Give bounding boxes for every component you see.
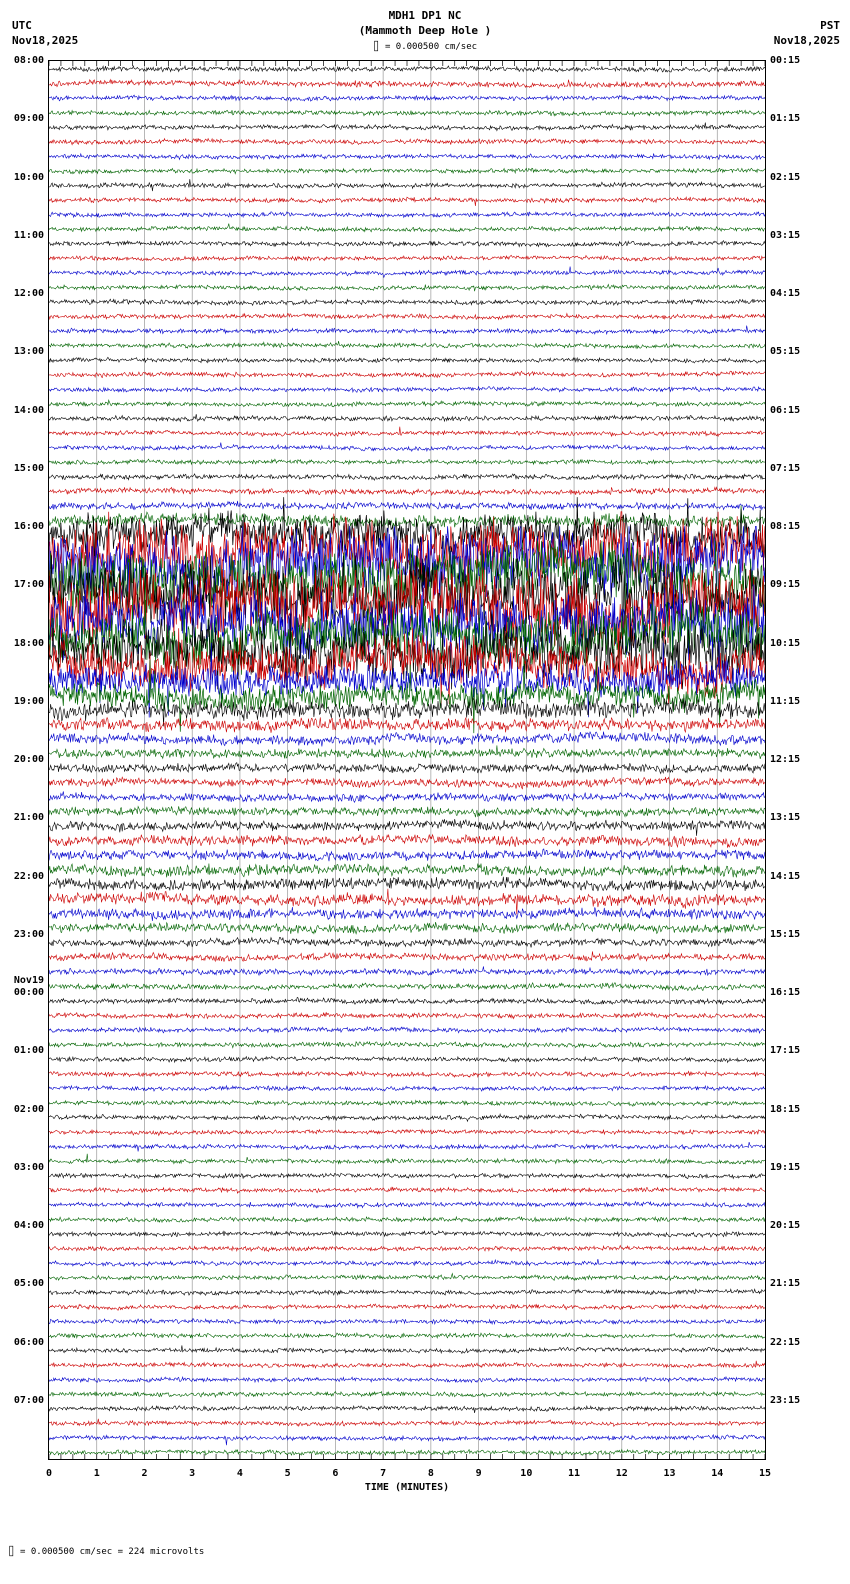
seismic-trace	[49, 168, 765, 174]
seismic-trace	[49, 1377, 765, 1383]
seismic-trace	[49, 1246, 765, 1252]
x-tick-label: 6	[332, 1468, 339, 1479]
time-label: 07:15	[770, 462, 801, 474]
seismic-trace	[49, 1217, 765, 1222]
time-label: 22:15	[770, 1336, 801, 1348]
time-label: 16:15	[770, 987, 801, 998]
seismic-trace	[49, 1304, 765, 1310]
seismic-trace	[49, 299, 765, 305]
x-tick-label: 0	[45, 1468, 53, 1479]
seismic-trace	[49, 224, 765, 232]
seismic-trace	[49, 849, 765, 861]
seismic-trace	[49, 1100, 765, 1106]
seismic-trace	[49, 889, 765, 915]
time-label: 12:00	[13, 288, 44, 299]
seismic-trace	[49, 819, 765, 836]
x-axis-title: TIME (MINUTES)	[364, 1482, 450, 1493]
time-label: 19:00	[13, 695, 44, 707]
time-label: 22:00	[13, 870, 44, 882]
time-label: 18:15	[770, 1103, 801, 1115]
x-tick-label: 10	[520, 1468, 533, 1479]
seismic-trace	[49, 732, 765, 747]
time-label: 02:15	[770, 171, 801, 183]
seismic-trace	[49, 110, 765, 116]
seismic-trace	[49, 1130, 765, 1136]
time-label: 20:00	[13, 754, 44, 765]
seismic-trace	[49, 313, 765, 319]
seismic-trace	[49, 907, 765, 921]
seismic-trace	[49, 179, 765, 191]
seismic-trace	[49, 371, 765, 378]
station-name: (Mammoth Deep Hole )	[358, 24, 492, 37]
time-label: 06:00	[13, 1336, 44, 1348]
x-tick-label: 9	[475, 1468, 482, 1479]
seismic-trace	[49, 1231, 765, 1237]
x-tick-label: 11	[568, 1468, 581, 1479]
seismic-trace	[49, 1042, 765, 1048]
seismic-trace	[49, 197, 765, 206]
pst-time-axis	[768, 55, 848, 1460]
seismic-trace	[49, 717, 765, 732]
seismic-trace	[49, 212, 765, 218]
x-tick-label: 1	[93, 1468, 100, 1479]
seismic-trace	[49, 1154, 765, 1164]
time-label: 19:15	[770, 1161, 801, 1173]
seismic-trace	[49, 745, 765, 759]
time-label: 05:00	[13, 1278, 44, 1290]
time-label: 13:00	[13, 346, 44, 358]
seismic-trace	[49, 922, 765, 934]
seismic-trace	[49, 1114, 765, 1121]
seismic-trace	[49, 1259, 765, 1266]
scale-legend-text: = 0.000500 cm/sec	[384, 42, 478, 52]
utc-label: UTC	[12, 19, 32, 32]
x-tick-label: 5	[284, 1468, 291, 1479]
time-label: 04:00	[13, 1220, 44, 1231]
seismic-trace	[49, 1027, 765, 1033]
time-label: 10:15	[770, 637, 801, 649]
x-tick-label: 2	[141, 1468, 148, 1479]
time-label: 13:15	[770, 812, 801, 824]
seismic-trace	[49, 1289, 765, 1295]
seismic-trace	[49, 267, 765, 278]
seismic-trace	[49, 501, 765, 510]
helicorder-plot	[48, 60, 766, 1460]
scale-bar-icon: ⌷	[372, 40, 380, 53]
seismic-trace	[49, 806, 765, 817]
seismic-trace	[49, 983, 765, 991]
time-label: 12:15	[770, 754, 801, 765]
seismic-trace	[49, 386, 765, 392]
time-label: 07:00	[13, 1394, 44, 1406]
time-label: 03:00	[13, 1161, 44, 1173]
header-right-timezone-block	[774, 18, 840, 48]
chart-header	[0, 0, 850, 52]
seismic-trace	[49, 835, 765, 848]
seismic-trace	[49, 1333, 765, 1339]
time-label: 21:15	[770, 1278, 801, 1290]
seismic-trace	[49, 459, 765, 465]
time-label: 23:15	[770, 1394, 801, 1406]
seismic-trace	[49, 1071, 765, 1077]
seismic-trace	[49, 80, 765, 89]
header-title-block	[0, 8, 850, 38]
x-tick-label: 4	[236, 1468, 243, 1479]
seismic-trace	[49, 284, 765, 291]
time-label: 23:00	[13, 928, 44, 940]
seismic-trace	[49, 1319, 765, 1325]
utc-time-axis	[0, 55, 48, 1460]
seismic-trace	[49, 877, 765, 891]
seismic-trace	[49, 154, 765, 160]
seismic-trace	[49, 414, 765, 421]
time-label: 09:00	[13, 113, 44, 125]
seismic-trace	[49, 1012, 765, 1018]
seismic-trace	[49, 966, 765, 975]
time-label: 03:15	[770, 229, 801, 241]
seismic-trace	[49, 95, 765, 101]
seismic-trace	[49, 487, 765, 495]
time-label: 09:15	[770, 579, 801, 591]
time-label: 10:00	[13, 171, 44, 183]
seismic-trace	[49, 1173, 765, 1178]
seismic-trace	[49, 341, 765, 348]
x-tick-label: 3	[189, 1468, 196, 1479]
seismic-trace	[49, 1056, 765, 1062]
footer-scale-bar-icon: ⌷	[8, 1545, 15, 1558]
time-label: 20:15	[770, 1220, 801, 1231]
seismic-trace	[49, 1406, 765, 1413]
time-label: 18:00	[13, 637, 44, 649]
time-label: 11:15	[770, 695, 801, 707]
seismic-trace	[49, 951, 765, 961]
seismic-trace	[49, 427, 765, 437]
time-label: 01:00	[13, 1045, 44, 1057]
time-label: 08:00	[13, 55, 44, 66]
pst-label: PST	[820, 19, 840, 32]
time-label: 17:15	[770, 1045, 801, 1057]
seismic-trace	[49, 1392, 765, 1397]
seismic-trace	[49, 763, 765, 774]
seismic-trace	[49, 400, 765, 407]
footer-scale-text: = 0.000500 cm/sec = 224 microvolts	[20, 1547, 205, 1557]
time-label: 01:15	[770, 113, 801, 125]
time-label: 02:00	[13, 1103, 44, 1115]
pst-date: Nov18,2025	[773, 34, 840, 47]
seismic-trace	[49, 1142, 765, 1151]
seismic-trace	[49, 1435, 765, 1445]
seismic-trace	[49, 1086, 765, 1091]
station-code: MDH1 DP1 NC	[388, 9, 462, 22]
time-label: 14:15	[770, 870, 801, 882]
utc-date: Nov18,2025	[12, 34, 79, 47]
seismic-trace	[49, 123, 765, 131]
time-label: 11:00	[13, 229, 44, 241]
seismic-trace	[49, 1345, 765, 1353]
time-label: 08:15	[770, 521, 801, 532]
time-label: 04:15	[770, 288, 801, 299]
seismic-trace	[49, 66, 765, 72]
time-label: 21:00	[13, 812, 44, 824]
seismic-trace	[49, 357, 765, 363]
seismic-trace	[49, 937, 765, 947]
x-tick-label: 13	[663, 1468, 676, 1479]
x-tick-label: 7	[380, 1468, 387, 1479]
seismic-trace	[49, 138, 765, 144]
seismic-trace	[49, 791, 765, 802]
x-tick-label: 15	[758, 1468, 772, 1479]
seismic-trace	[49, 1419, 765, 1427]
seismic-trace	[49, 777, 765, 789]
seismic-trace	[49, 474, 765, 480]
time-label: 05:15	[770, 346, 801, 358]
time-label: 17:00	[13, 579, 44, 591]
x-tick-label: 14	[711, 1468, 724, 1479]
x-tick-label: 12	[615, 1468, 628, 1479]
time-label: Nov19	[13, 975, 44, 987]
x-tick-label: 8	[427, 1468, 434, 1479]
time-label: 16:00	[13, 521, 44, 532]
seismic-trace	[49, 326, 765, 335]
time-label: 00:00	[13, 987, 44, 998]
seismic-trace	[49, 1202, 765, 1208]
seismic-trace	[49, 443, 765, 452]
seismic-trace	[49, 241, 765, 247]
time-label: 00:15	[770, 55, 801, 66]
seismic-trace	[49, 255, 765, 261]
seismic-trace	[49, 1274, 765, 1281]
seismic-trace	[49, 997, 765, 1004]
time-label: 14:00	[13, 404, 44, 416]
time-label: 15:15	[770, 928, 801, 940]
seismic-trace	[49, 1361, 765, 1368]
footer-scale-note	[8, 1545, 204, 1558]
time-label: 15:00	[13, 462, 44, 474]
time-label: 06:15	[770, 404, 801, 416]
seismic-trace	[49, 864, 765, 878]
seismic-trace	[49, 1187, 765, 1193]
amplitude-scale-legend	[0, 40, 850, 53]
